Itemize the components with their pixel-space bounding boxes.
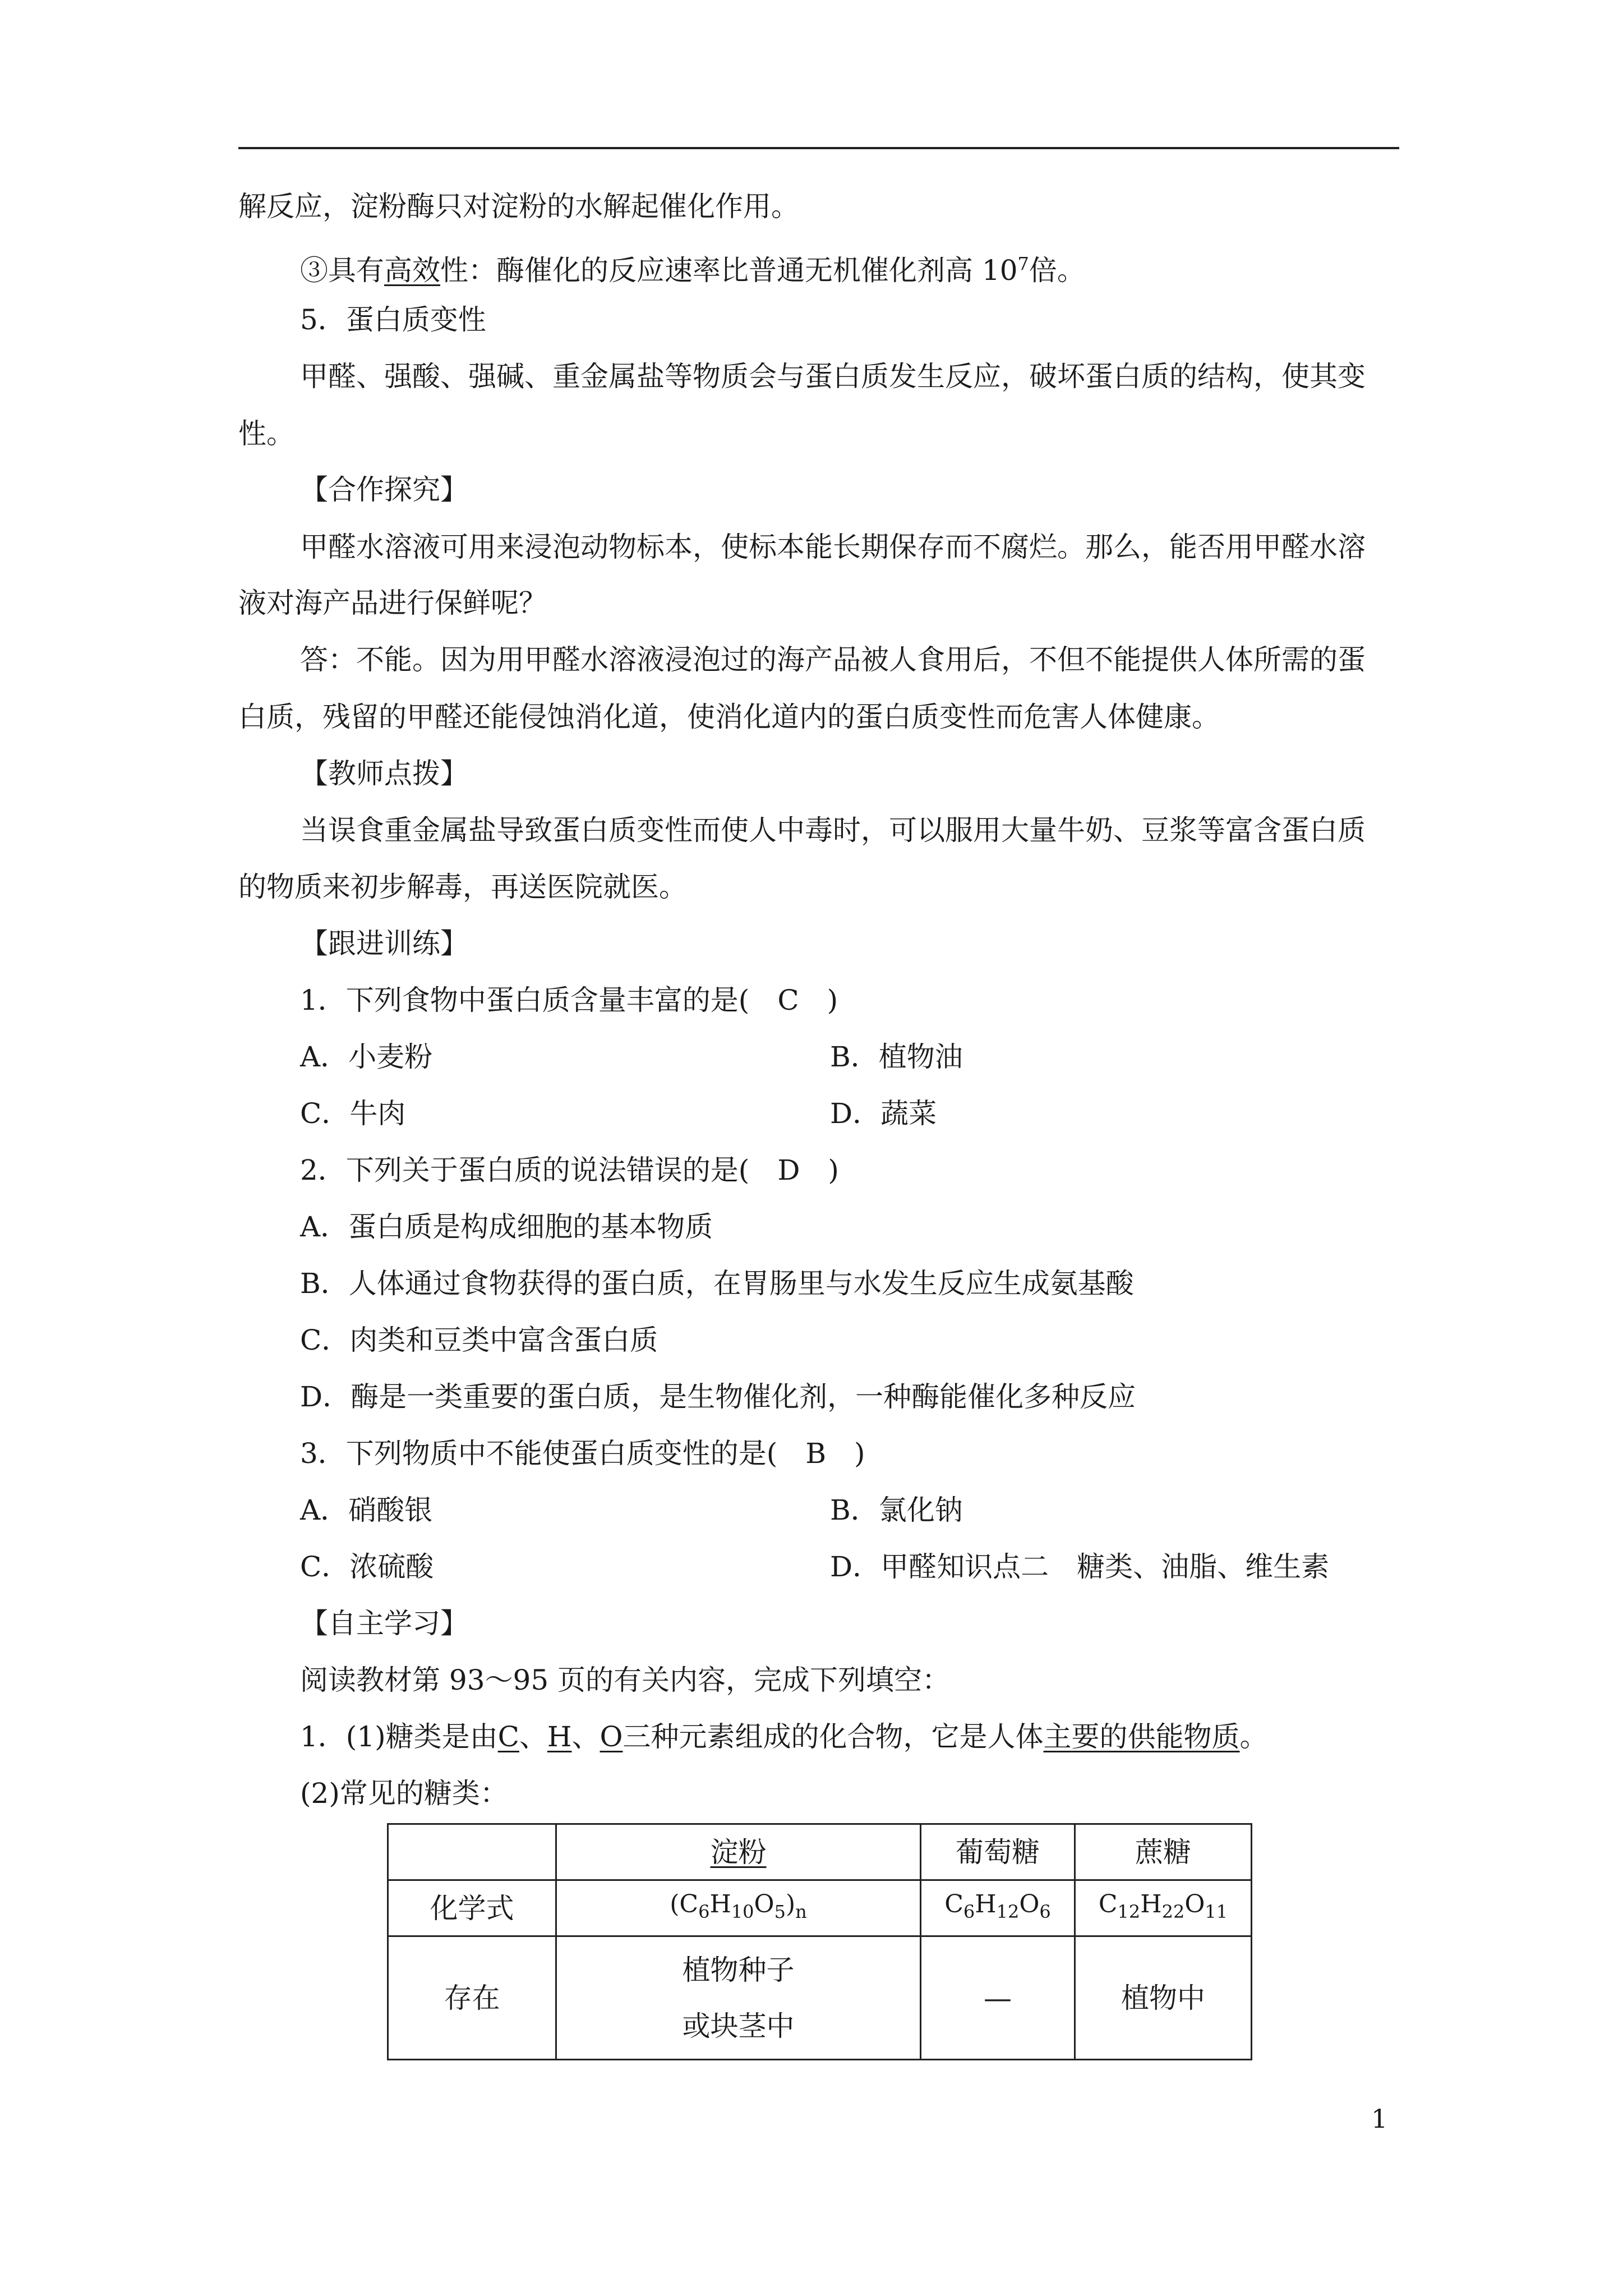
table-cell: $C_6H_{12}O_6$ (921, 1880, 1075, 1936)
section-label: 【教师点拨】 (300, 757, 468, 790)
table-cell: 化学式 (388, 1880, 556, 1936)
text-line: 白质，残留的甲醛还能侵蚀消化道，使消化道内的蛋白质变性而危害人体健康。 (238, 701, 1220, 733)
option-b: B．人体通过食物获得的蛋白质，在胃肠里与水发生反应生成氨基酸 (300, 1267, 1134, 1300)
question-2: 2．下列关于蛋白质的说法错误的是( D ) (300, 1154, 839, 1186)
text-line: 1．(1)糖类是由C、H、O三种元素组成的化合物，它是人体主要的供能物质。 (300, 1720, 1268, 1753)
underlined-answer: H (547, 1720, 572, 1753)
option-d: D．蔬菜 (830, 1097, 937, 1130)
text-line: 液对海产品进行保鲜呢？ (238, 587, 547, 619)
text-line: 答：不能。因为用甲醛水溶液浸泡过的海产品被人食用后，不但不能提供人体所需的蛋 (300, 643, 1366, 676)
section-label: 【自主学习】 (300, 1607, 468, 1640)
section-heading: 5．蛋白质变性 (300, 303, 486, 336)
underlined-answer: C (497, 1720, 519, 1753)
table-header: 葡萄糖 (921, 1824, 1075, 1880)
text-line: 性。 (238, 417, 294, 450)
table-row (388, 1936, 1252, 2060)
text-line: 甲醛、强酸、强碱、重金属盐等物质会与蛋白质发生反应，破坏蛋白质的结构，使其变 (300, 360, 1366, 393)
text-line: 解反应，淀粉酶只对淀粉的水解起催化作用。 (238, 190, 799, 223)
option-b: B．氯化钠 (830, 1494, 963, 1526)
option-c: C．浓硫酸 (300, 1550, 434, 1583)
table-cell: 存在 (388, 1936, 556, 2060)
page-number: 1 (1371, 2104, 1388, 2134)
section-label: 【跟进训练】 (300, 927, 468, 960)
underlined-answer: O (600, 1720, 623, 1753)
text-line: (2)常见的糖类： (300, 1777, 508, 1810)
option-c: C．牛肉 (300, 1097, 406, 1130)
text-line: 阅读教材第 93～95 页的有关内容，完成下列填空： (300, 1664, 951, 1696)
table-header: 淀粉 (556, 1824, 921, 1880)
sugar-table (387, 1823, 1252, 2060)
question-3: 3．下列物质中不能使蛋白质变性的是( B ) (300, 1437, 865, 1470)
table-row (388, 1824, 1252, 1880)
question-1: 1．下列食物中蛋白质含量丰富的是( C ) (300, 984, 838, 1016)
table-cell: 植物中 (1075, 1936, 1252, 2060)
underlined-answer: 高效 (384, 254, 440, 287)
option-a: A．小麦粉 (300, 1041, 433, 1073)
table-row (388, 1880, 1252, 1936)
header-rule (238, 147, 1399, 149)
text-line: ③具有高效性：酶催化的反应速率比普通无机催化剂高 $10^7$倍。 (300, 253, 1085, 287)
table-header: 蔗糖 (1075, 1824, 1252, 1880)
section-label: 【合作探究】 (300, 473, 468, 506)
option-b: B．植物油 (830, 1041, 963, 1073)
text-line: 当误食重金属盐导致蛋白质变性而使人中毒时，可以服用大量牛奶、豆浆等富含蛋白质 (300, 814, 1366, 846)
table-cell: $C_{12}H_{22}O_{11}$ (1075, 1880, 1252, 1936)
table-cell: — (921, 1936, 1075, 2060)
table-cell: $(C_6H_{10}O_5)_n$ (556, 1880, 921, 1936)
table-cell: 植物种子 或块茎中 (556, 1936, 921, 2060)
text-line: 的物质来初步解毒，再送医院就医。 (238, 871, 687, 903)
option-a: A．蛋白质是构成细胞的基本物质 (300, 1211, 713, 1243)
option-c: C．肉类和豆类中富含蛋白质 (300, 1324, 658, 1356)
table-cell (388, 1824, 556, 1880)
option-a: A．硝酸银 (300, 1494, 433, 1526)
text-line: 甲醛水溶液可用来浸泡动物标本，使标本能长期保存而不腐烂。那么，能否用甲醛水溶 (300, 531, 1366, 563)
underlined-answer: 主要的供能物质 (1043, 1720, 1240, 1753)
option-d: D．甲醛知识点二 糖类、油脂、维生素 (830, 1550, 1330, 1583)
option-d: D．酶是一类重要的蛋白质，是生物催化剂，一种酶能催化多种反应 (300, 1381, 1136, 1413)
